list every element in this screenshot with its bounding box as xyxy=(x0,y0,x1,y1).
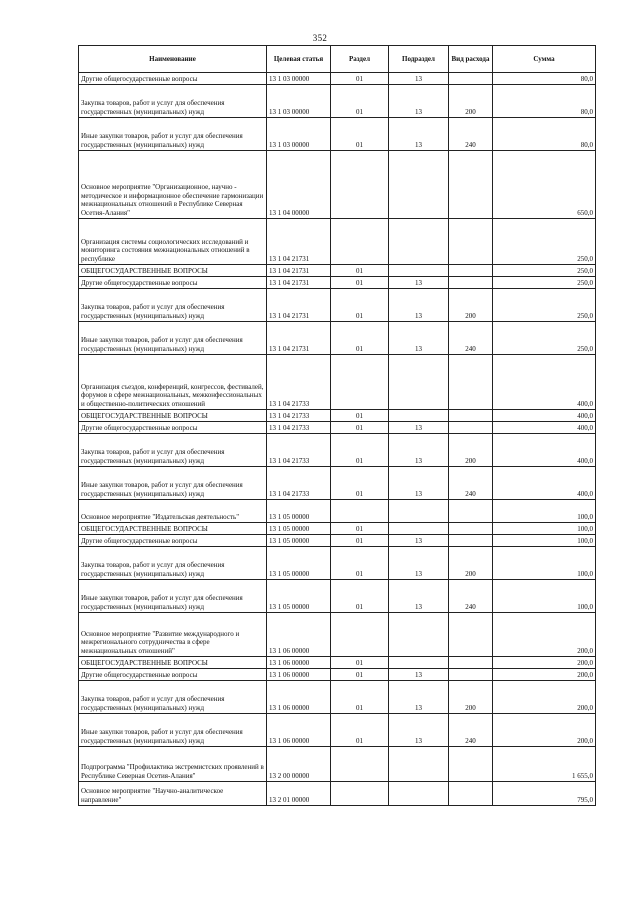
cell-section: 01 xyxy=(331,265,389,277)
cell-section: 01 xyxy=(331,657,389,669)
cell-section: 01 xyxy=(331,681,389,714)
cell-target-article: 13 1 04 21733 xyxy=(267,434,331,467)
cell-expense-type xyxy=(449,535,493,547)
cell-target-article: 13 1 03 00000 xyxy=(267,85,331,118)
cell-name: Другие общегосударственные вопросы xyxy=(79,535,267,547)
cell-section: 01 xyxy=(331,434,389,467)
cell-expense-type: 200 xyxy=(449,289,493,322)
table-row xyxy=(79,500,596,523)
cell-amount: 100,0 xyxy=(493,580,596,613)
column-header-amount: Сумма xyxy=(493,46,596,73)
cell-amount: 200,0 xyxy=(493,681,596,714)
cell-section: 01 xyxy=(331,714,389,747)
cell-section: 01 xyxy=(331,73,389,85)
cell-section xyxy=(331,151,389,219)
cell-expense-type: 200 xyxy=(449,434,493,467)
cell-name: Другие общегосударственные вопросы xyxy=(79,422,267,434)
table-row xyxy=(79,613,596,657)
cell-target-article: 13 1 04 21731 xyxy=(267,289,331,322)
cell-amount: 400,0 xyxy=(493,434,596,467)
cell-section: 01 xyxy=(331,535,389,547)
cell-section: 01 xyxy=(331,410,389,422)
table-row xyxy=(79,151,596,219)
table-row xyxy=(79,219,596,265)
column-header-section: Раздел xyxy=(331,46,389,73)
cell-amount: 250,0 xyxy=(493,219,596,265)
cell-subsection: 13 xyxy=(389,322,449,355)
cell-name: Закупка товаров, работ и услуг для обеспечения государственных (муниципальных) нужд xyxy=(79,434,267,467)
cell-subsection: 13 xyxy=(389,118,449,151)
table-row xyxy=(79,535,596,547)
cell-amount: 100,0 xyxy=(493,547,596,580)
table-row xyxy=(79,782,596,806)
cell-name: Основное мероприятие "Издательская деятельность" xyxy=(79,500,267,523)
cell-expense-type xyxy=(449,747,493,782)
column-header-name: Наименование xyxy=(79,46,267,73)
cell-expense-type xyxy=(449,277,493,289)
cell-target-article: 13 1 04 21731 xyxy=(267,219,331,265)
cell-section: 01 xyxy=(331,422,389,434)
cell-amount: 80,0 xyxy=(493,118,596,151)
cell-target-article: 13 1 06 00000 xyxy=(267,681,331,714)
budget-table xyxy=(78,45,596,806)
cell-expense-type xyxy=(449,73,493,85)
table-row xyxy=(79,322,596,355)
cell-target-article: 13 1 04 21733 xyxy=(267,410,331,422)
cell-subsection: 13 xyxy=(389,681,449,714)
cell-name: Подпрограмма "Профилактика экстремистских проявлений в Республике Северная Осетия-Алания" xyxy=(79,747,267,782)
cell-target-article: 13 1 06 00000 xyxy=(267,669,331,681)
cell-section xyxy=(331,782,389,806)
cell-subsection: 13 xyxy=(389,580,449,613)
cell-name: Другие общегосударственные вопросы xyxy=(79,669,267,681)
cell-section xyxy=(331,500,389,523)
cell-name: Основное мероприятие "Научно-аналитическое направление" xyxy=(79,782,267,806)
cell-name: Закупка товаров, работ и услуг для обеспечения государственных (муниципальных) нужд xyxy=(79,547,267,580)
cell-amount: 400,0 xyxy=(493,422,596,434)
cell-section xyxy=(331,613,389,657)
cell-target-article: 13 1 04 21731 xyxy=(267,322,331,355)
cell-subsection: 13 xyxy=(389,434,449,467)
cell-target-article: 13 1 06 00000 xyxy=(267,613,331,657)
table-row xyxy=(79,422,596,434)
cell-target-article: 13 1 05 00000 xyxy=(267,523,331,535)
cell-name: Закупка товаров, работ и услуг для обеспечения государственных (муниципальных) нужд xyxy=(79,85,267,118)
cell-subsection: 13 xyxy=(389,73,449,85)
cell-amount: 80,0 xyxy=(493,73,596,85)
table-row xyxy=(79,467,596,500)
cell-target-article: 13 1 05 00000 xyxy=(267,580,331,613)
cell-target-article: 13 1 04 21733 xyxy=(267,467,331,500)
cell-name: Иные закупки товаров, работ и услуг для обеспечения государственных (муниципальных) нужд xyxy=(79,118,267,151)
cell-name: Иные закупки товаров, работ и услуг для обеспечения государственных (муниципальных) нужд xyxy=(79,467,267,500)
cell-name: Организация системы социологических исследований и мониторинга состояния межнациональных отношений в республике xyxy=(79,219,267,265)
cell-subsection: 13 xyxy=(389,85,449,118)
cell-amount: 100,0 xyxy=(493,500,596,523)
cell-expense-type xyxy=(449,151,493,219)
table-row xyxy=(79,547,596,580)
cell-name: Основное мероприятие "Развитие международного и межрегионального сотрудничества в сфере межнациональных отношений" xyxy=(79,613,267,657)
cell-expense-type xyxy=(449,782,493,806)
cell-section xyxy=(331,219,389,265)
cell-name: Другие общегосударственные вопросы xyxy=(79,277,267,289)
cell-expense-type xyxy=(449,219,493,265)
cell-target-article: 13 1 04 00000 xyxy=(267,151,331,219)
table-row xyxy=(79,657,596,669)
cell-expense-type: 200 xyxy=(449,547,493,580)
cell-subsection xyxy=(389,657,449,669)
cell-amount: 200,0 xyxy=(493,613,596,657)
cell-expense-type: 240 xyxy=(449,118,493,151)
cell-section: 01 xyxy=(331,322,389,355)
table-row xyxy=(79,747,596,782)
cell-subsection: 13 xyxy=(389,422,449,434)
cell-name: Закупка товаров, работ и услуг для обеспечения государственных (муниципальных) нужд xyxy=(79,289,267,322)
table-row xyxy=(79,73,596,85)
cell-section: 01 xyxy=(331,85,389,118)
table-row xyxy=(79,434,596,467)
table-row xyxy=(79,523,596,535)
table-header-row xyxy=(79,46,596,73)
cell-name: Иные закупки товаров, работ и услуг для обеспечения государственных (муниципальных) нужд xyxy=(79,714,267,747)
cell-subsection: 13 xyxy=(389,467,449,500)
cell-name: Иные закупки товаров, работ и услуг для обеспечения государственных (муниципальных) нужд xyxy=(79,322,267,355)
cell-subsection xyxy=(389,265,449,277)
cell-name: ОБЩЕГОСУДАРСТВЕННЫЕ ВОПРОСЫ xyxy=(79,410,267,422)
cell-amount: 1 655,0 xyxy=(493,747,596,782)
table-row xyxy=(79,118,596,151)
cell-amount: 200,0 xyxy=(493,657,596,669)
table-row xyxy=(79,681,596,714)
cell-name: Организация съездов, конференций, конгрессов, фестивалей, форумов в сфере межнациональных, межконфессиональных и общественно-политических отношений xyxy=(79,355,267,410)
cell-name: Другие общегосударственные вопросы xyxy=(79,73,267,85)
cell-target-article: 13 1 04 21733 xyxy=(267,355,331,410)
cell-name: Основное мероприятие "Организационное, научно - методическое и информационное обеспечение гармонизации межнациональных отношений в Республике Северная Осетия-Алания" xyxy=(79,151,267,219)
cell-amount: 200,0 xyxy=(493,669,596,681)
cell-expense-type: 240 xyxy=(449,714,493,747)
cell-expense-type xyxy=(449,613,493,657)
cell-amount: 400,0 xyxy=(493,467,596,500)
cell-target-article: 13 2 01 00000 xyxy=(267,782,331,806)
cell-target-article: 13 1 04 21731 xyxy=(267,277,331,289)
cell-target-article: 13 1 03 00000 xyxy=(267,73,331,85)
cell-name: ОБЩЕГОСУДАРСТВЕННЫЕ ВОПРОСЫ xyxy=(79,265,267,277)
cell-name: Закупка товаров, работ и услуг для обеспечения государственных (муниципальных) нужд xyxy=(79,681,267,714)
cell-expense-type: 240 xyxy=(449,322,493,355)
page-number: 352 xyxy=(312,33,328,43)
cell-expense-type xyxy=(449,422,493,434)
cell-subsection xyxy=(389,500,449,523)
cell-expense-type xyxy=(449,355,493,410)
cell-expense-type: 240 xyxy=(449,467,493,500)
column-header-expense-type: Вид расхода xyxy=(449,46,493,73)
cell-target-article: 13 1 04 21731 xyxy=(267,265,331,277)
column-header-subsection: Подраздел xyxy=(389,46,449,73)
cell-section: 01 xyxy=(331,467,389,500)
cell-amount: 200,0 xyxy=(493,714,596,747)
cell-amount: 250,0 xyxy=(493,289,596,322)
cell-subsection xyxy=(389,355,449,410)
cell-target-article: 13 1 03 00000 xyxy=(267,118,331,151)
column-header-target-article: Целевая статья xyxy=(267,46,331,73)
cell-amount: 795,0 xyxy=(493,782,596,806)
cell-subsection: 13 xyxy=(389,289,449,322)
cell-subsection: 13 xyxy=(389,714,449,747)
cell-amount: 100,0 xyxy=(493,535,596,547)
cell-subsection xyxy=(389,219,449,265)
cell-name: ОБЩЕГОСУДАРСТВЕННЫЕ ВОПРОСЫ xyxy=(79,657,267,669)
cell-subsection: 13 xyxy=(389,547,449,580)
table-row xyxy=(79,355,596,410)
cell-section: 01 xyxy=(331,118,389,151)
cell-expense-type xyxy=(449,657,493,669)
cell-section xyxy=(331,355,389,410)
cell-section: 01 xyxy=(331,669,389,681)
cell-expense-type: 200 xyxy=(449,681,493,714)
cell-expense-type: 200 xyxy=(449,85,493,118)
table-row xyxy=(79,580,596,613)
cell-subsection: 13 xyxy=(389,277,449,289)
cell-target-article: 13 1 05 00000 xyxy=(267,500,331,523)
cell-subsection xyxy=(389,782,449,806)
cell-name: ОБЩЕГОСУДАРСТВЕННЫЕ ВОПРОСЫ xyxy=(79,523,267,535)
cell-expense-type xyxy=(449,669,493,681)
cell-name: Иные закупки товаров, работ и услуг для обеспечения государственных (муниципальных) нужд xyxy=(79,580,267,613)
cell-section: 01 xyxy=(331,547,389,580)
cell-amount: 250,0 xyxy=(493,277,596,289)
cell-expense-type xyxy=(449,523,493,535)
cell-expense-type xyxy=(449,410,493,422)
cell-amount: 400,0 xyxy=(493,410,596,422)
table-row xyxy=(79,277,596,289)
cell-subsection xyxy=(389,613,449,657)
table-row xyxy=(79,410,596,422)
cell-section: 01 xyxy=(331,277,389,289)
cell-amount: 80,0 xyxy=(493,85,596,118)
cell-target-article: 13 1 05 00000 xyxy=(267,535,331,547)
cell-expense-type xyxy=(449,500,493,523)
table-row xyxy=(79,85,596,118)
cell-section: 01 xyxy=(331,289,389,322)
cell-section: 01 xyxy=(331,523,389,535)
cell-subsection xyxy=(389,151,449,219)
cell-section xyxy=(331,747,389,782)
cell-target-article: 13 1 06 00000 xyxy=(267,714,331,747)
cell-section: 01 xyxy=(331,580,389,613)
table-row xyxy=(79,289,596,322)
cell-target-article: 13 1 05 00000 xyxy=(267,547,331,580)
cell-subsection: 13 xyxy=(389,535,449,547)
cell-subsection xyxy=(389,523,449,535)
cell-subsection: 13 xyxy=(389,669,449,681)
cell-expense-type: 240 xyxy=(449,580,493,613)
table-row xyxy=(79,714,596,747)
cell-amount: 100,0 xyxy=(493,523,596,535)
table-row xyxy=(79,669,596,681)
cell-subsection xyxy=(389,747,449,782)
cell-expense-type xyxy=(449,265,493,277)
cell-target-article: 13 2 00 00000 xyxy=(267,747,331,782)
cell-amount: 250,0 xyxy=(493,322,596,355)
cell-amount: 650,0 xyxy=(493,151,596,219)
cell-target-article: 13 1 06 00000 xyxy=(267,657,331,669)
table-row xyxy=(79,265,596,277)
cell-amount: 250,0 xyxy=(493,265,596,277)
cell-amount: 400,0 xyxy=(493,355,596,410)
cell-subsection xyxy=(389,410,449,422)
cell-target-article: 13 1 04 21733 xyxy=(267,422,331,434)
